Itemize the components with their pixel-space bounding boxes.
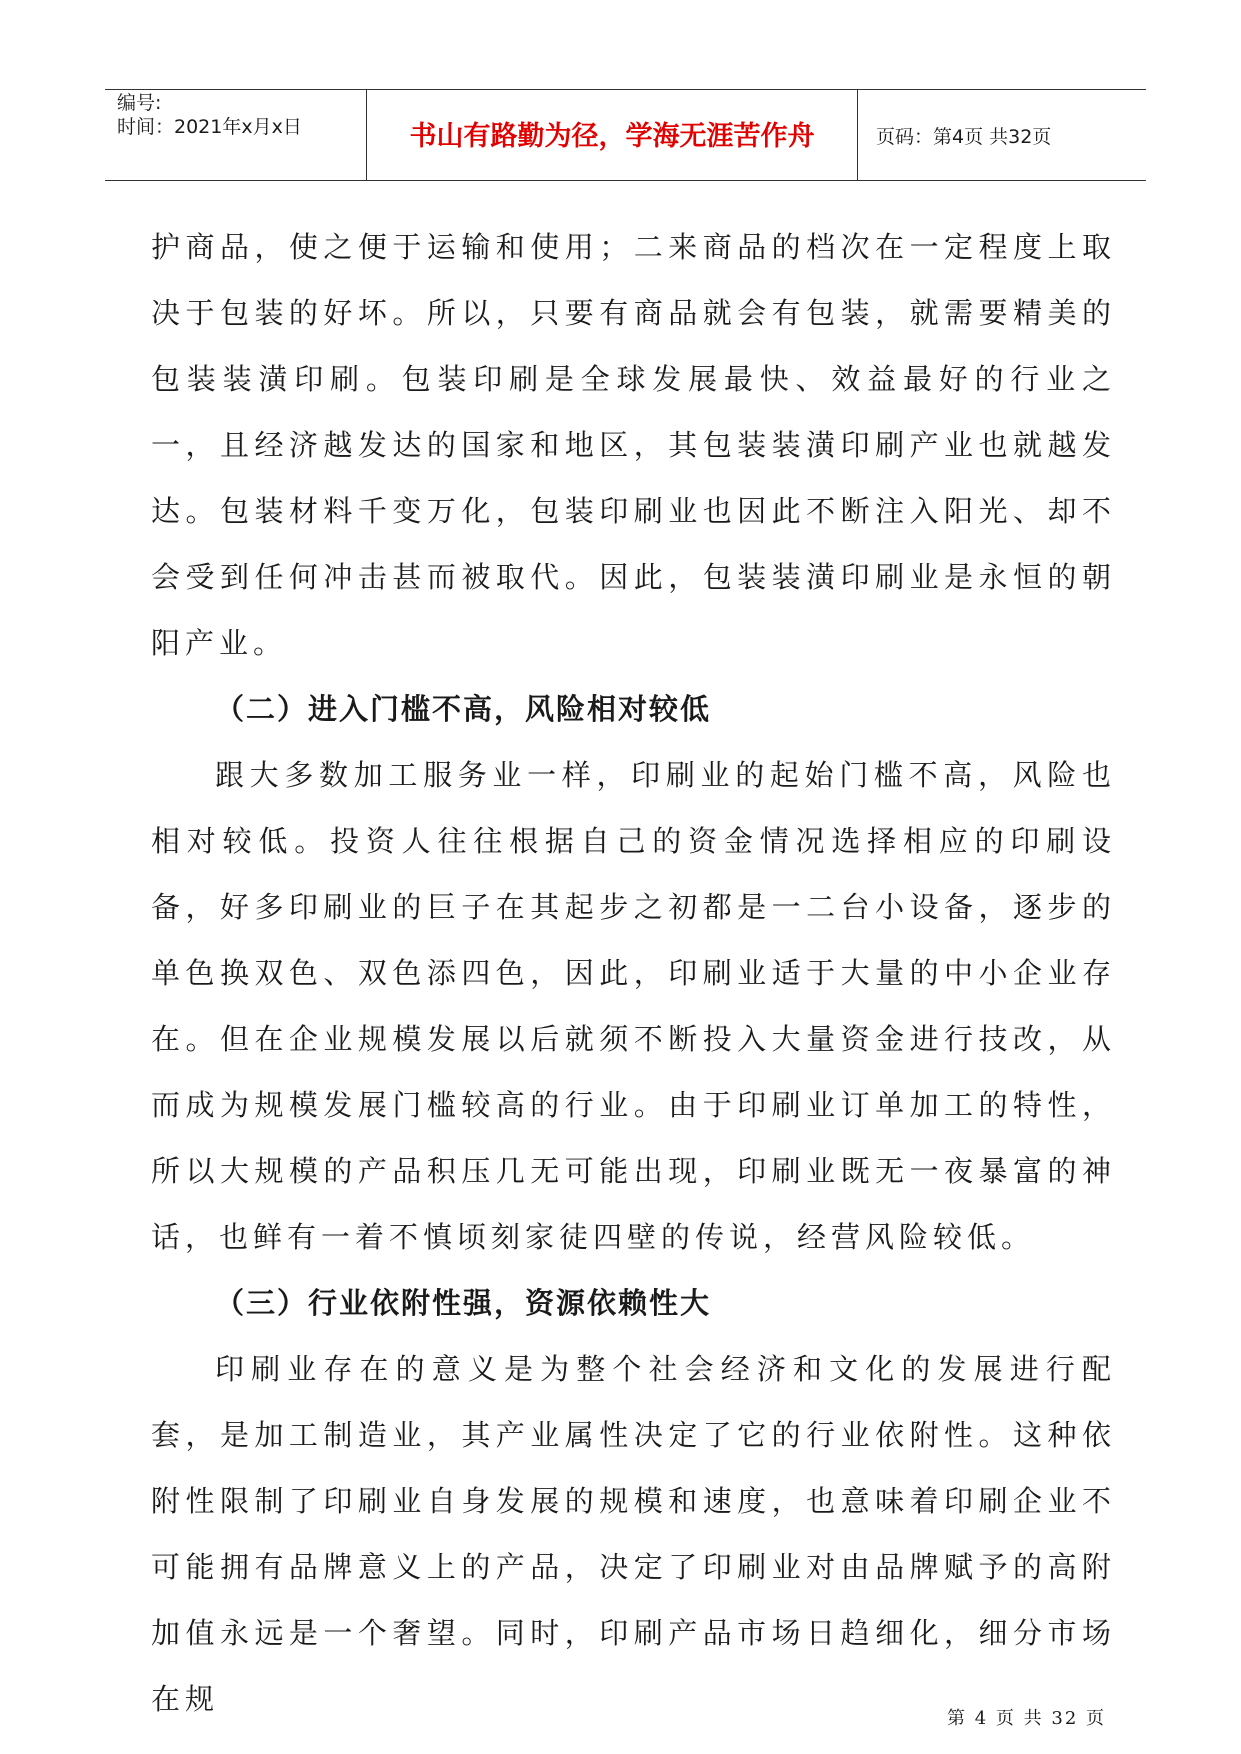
header-motto-cell: [367, 90, 858, 180]
page-code: 页码：第4页 共32页: [876, 126, 1052, 148]
time-label: 时间：2021年x月x日: [117, 116, 302, 138]
section-heading: （三）行业依附性强，资源依赖性大: [215, 1286, 712, 1320]
section-heading: （二）进入门槛不高，风险相对较低: [215, 692, 712, 726]
paragraph: 印刷业存在的意义是为整个社会经济和文化的发展进行配套，是加工制造业，其产业属性决定了它的行业依附性。这种依附性限制了印刷业自身发展的规模和速度，也意味着印刷企业不可能拥有品牌意义上的产品，决定了印刷业对由品牌赋予的高附加值永远是一个奢望。同时，印刷产品市场日趋细化，细分市场在规: [151, 1352, 1116, 1716]
paragraph: 跟大多数加工服务业一样，印刷业的起始门槛不高，风险也相对较低。投资人往往根据自己的资金情况选择相应的印刷设备，好多印刷业的巨子在其起步之初都是一二台小设备，逐步的单色换双色、双色添四色，因此，印刷业适于大量的中小企业存在。但在企业规模发展以后就须不断投入大量资金进行技改，从而成为规模发展门槛较高的行业。由于印刷业订单加工的特性，所以大规模的产品积压几无可能出现，印刷业既无一夜暴富的神话，也鲜有一着不慎顷刻家徒四壁的传说，经营风险较低。: [151, 758, 1116, 1254]
header-page-cell: [858, 90, 1146, 180]
page-footer: 第 4 页 共 32 页: [947, 1708, 1106, 1729]
header-meta-cell: [105, 90, 367, 180]
motto-text: 书山有路勤为径，学海无涯苦作舟: [409, 121, 815, 152]
document-body: [151, 214, 1116, 1732]
serial-label: 编号:: [117, 92, 162, 114]
paragraph: 护商品，使之便于运输和使用；二来商品的档次在一定程度上取决于包装的好坏。所以，只要有商品就会有包装，就需要精美的包装装潢印刷。包装印刷是全球发展最快、效益最好的行业之一，且经济越发达的国家和地区，其包装装潢印刷产业也就越发达。包装材料千变万化，包装印刷业也因此不断注入阳光、却不会受到任何冲击甚而被取代。因此，包装装潢印刷业是永恒的朝阳产业。: [151, 230, 1116, 660]
page-header: [105, 89, 1146, 181]
